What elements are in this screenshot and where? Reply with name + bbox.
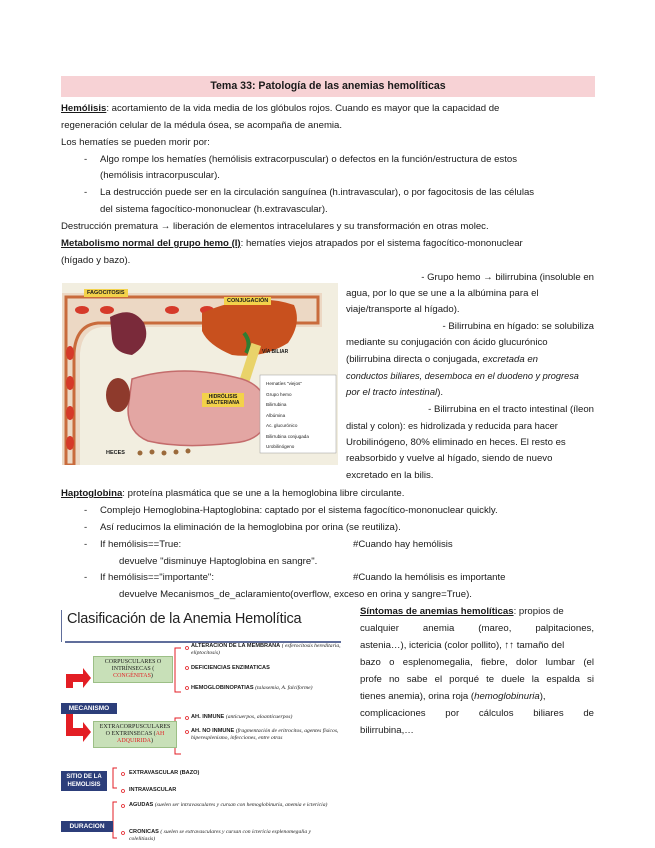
title-banner — [61, 76, 595, 97]
sintomas-italic: hemoglobinuria — [474, 691, 540, 702]
sintomas-text: : propios de — [513, 606, 564, 617]
haptoglobina-term: Haptoglobina — [61, 488, 123, 499]
corp-item-1 — [191, 643, 351, 656]
metabolismo-text: : hematíes viejos atrapados por el sistema fagocítico-mononuclear — [240, 238, 523, 249]
destruccion-text: Destrucción prematura → liberación de elementos intracelulares y su transformación en otras molec. — [61, 221, 489, 232]
sintomas-line-5: profe no sabe el porqué te duele la espalda si — [360, 674, 594, 685]
bullet-dash: - — [84, 154, 88, 165]
sintomas-line-7: complicaciones por cálculos biliares de — [360, 708, 594, 719]
item-main: AH. INMUNE — [191, 714, 225, 720]
sintomas-line-1 — [360, 604, 594, 621]
cause-1-line2: (hemólisis intracorpuscular). — [100, 170, 220, 181]
haptoglobina-line — [61, 486, 595, 503]
extracorpusculares-box — [93, 721, 177, 748]
bullet-dash: - — [84, 572, 88, 583]
rc-line-3: viaje/transporte al hígado). — [346, 304, 460, 315]
item-main: HEMOGLOBINOPATIAS — [191, 685, 254, 691]
extra-item-2 — [191, 728, 343, 741]
item-sub: (anticuerpos, aloanticuerpos) — [225, 714, 293, 720]
page-title: Tema 33: Patología de las anemias hemolíticas — [210, 80, 446, 92]
label-heces: HECES — [106, 450, 125, 456]
rc-text: (bilirrubina directa o conjugada, — [346, 354, 483, 365]
sintomas-text: ), — [539, 691, 546, 702]
label-conjugacion: CONJUGACIÓN — [224, 297, 271, 305]
corp-item-2 — [191, 665, 351, 672]
duracion-label: DURACION — [61, 821, 113, 832]
item-main: CRONICAS — [129, 829, 159, 835]
legend-list — [266, 379, 334, 453]
sitio-text: HEMOLISIS — [67, 782, 101, 788]
cause-1-line1: Algo rompe los hematíes (hemólisis extracorpuscular) o defectos en la función/estructura de estos — [100, 154, 518, 165]
box-text-red: CONGÉNITAS — [113, 673, 151, 679]
metabolismo-line2: (hígado y bazo). — [61, 255, 131, 266]
sintomas-line-4: bazo o esplenomegalia, fiebre, dolor lumbar (el — [360, 657, 594, 668]
item-sub: (suelen ser intravasculares y cursan con hemoglobinuria, anemia e ictericia) — [154, 802, 328, 808]
sintomas-term: Síntomas de anemias hemolíticas — [360, 606, 514, 617]
heme-metabolism-figure — [62, 283, 338, 465]
rc-text: ). — [437, 387, 444, 398]
dur-item-1 — [129, 802, 329, 809]
box-text: INTRÍNSECAS ( — [111, 666, 155, 672]
code1-return: devuelve "disminuye Haptoglobina en sangre". — [119, 556, 318, 567]
sitio-item-1: EXTRAVASCULAR (BAZO) — [129, 770, 200, 776]
label-hidrolisis: HIDRÓLISIS BACTERIANA — [202, 393, 244, 407]
dur-item-2 — [129, 829, 329, 842]
metabolismo-term: Metabolismo normal del grupo hemo (I) — [61, 238, 241, 249]
rc-line-11: Urobilinógeno, 80% eliminado en heces. El resto es — [346, 437, 566, 448]
legend-item: Albúmina — [266, 412, 286, 418]
morir-intro: Los hematíes se pueden morir por: — [61, 137, 210, 148]
legend-item: Bilirrubina conjugada — [266, 433, 309, 439]
box-text-red: AH — [155, 731, 165, 737]
box-text: CORPUSCULARES O — [104, 659, 162, 665]
rc-line-10: distal y colon): es hidrolizada y reducida para hacer — [346, 421, 558, 431]
classification-title: Clasificación de la Anemia Hemolítica — [67, 611, 302, 627]
code2-return: devuelve Mecanismos_de_aclaramiento(overflow, exceso en orina y sangre=True). — [119, 589, 472, 600]
rc-line-12: reabsorbido y vuelve al hígado, siendo de nuevo — [346, 453, 553, 464]
item-main: ALTERACION DE LA MEMBRANA — [191, 643, 281, 649]
hemolisis-line1 — [61, 101, 595, 118]
legend-item: Grupo hemo — [266, 391, 292, 397]
cause-2-line1: La destrucción puede ser en la circulación sanguínea (h.intravascular), o por fagocitosis de las células — [100, 187, 535, 198]
item-sub: (fragmentación de eritrocitos, agentes físicos, hiperesplenismo, infecciones, entre otras — [191, 728, 339, 741]
bullet-dash: - — [84, 187, 88, 198]
sintomas-line-6 — [360, 689, 596, 706]
haptoglobina-text: : proteína plasmática que se une a la hemoglobina libre circulante. — [122, 488, 405, 499]
sitio-item-2: INTRAVASCULAR — [129, 787, 177, 793]
rc-italic: por el tracto intestinal — [346, 387, 438, 398]
rc-line-4: - Bilirrubina en hígado: se solubiliza — [442, 321, 594, 332]
hemolisis-term: Hemólisis — [61, 103, 107, 114]
sintomas-text: tienes anemia), orina roja ( — [360, 691, 475, 702]
cause-2-line2: del sistema fagocítico-mononuclear (h.extravascular). — [100, 204, 328, 215]
item-sub: (talasemia, A. falciforme) — [255, 685, 313, 691]
code1-condition: If hemólisis==True: — [100, 539, 182, 550]
hapto-item-1: Complejo Hemoglobina-Haptoglobina: captado por el sistema fagocítico-mononuclear quickly. — [100, 505, 498, 516]
box-text: ) — [150, 673, 153, 679]
rc-italic: excretada en — [482, 354, 538, 365]
box-text: ) — [151, 738, 153, 744]
box-text: O EXTRINSECAS ( — [105, 731, 156, 737]
legend-item: Bilirrubina — [266, 402, 287, 407]
code2-condition: If hemólisis=="importante": — [100, 572, 214, 583]
box-text-red: ADQUIRIDA — [117, 738, 151, 744]
rc-line-8 — [346, 385, 594, 402]
item-main: AH. NO INMUNE — [191, 728, 235, 734]
sintomas-line-8: bilirrubina,… — [360, 725, 414, 736]
rc-line-6 — [346, 352, 594, 369]
item-main: AGUDAS — [129, 802, 154, 808]
legend-item: Urobilinógeno — [266, 444, 295, 449]
corpusculares-box — [93, 656, 173, 683]
sitio-label — [61, 771, 107, 791]
label-via-biliar: VÍA BILIAR — [262, 349, 289, 355]
sitio-text: SITIO DE LA — [66, 774, 102, 780]
hapto-item-2: Así reducimos la eliminación de la hemoglobina por orina (se reutiliza). — [100, 522, 401, 533]
item-sub: ( suelen se extravasculares y cursan con ictericia esplenomegalia y colelitiasis) — [129, 829, 312, 842]
sintomas-line-2: cualquier anemia (mareo, palpitaciones, — [360, 623, 594, 634]
code2-comment: #Cuando la hemólisis es importante — [353, 572, 506, 583]
bullet-dash: - — [84, 505, 88, 516]
bullet-dash: - — [84, 522, 88, 533]
metabolismo-line1 — [61, 236, 595, 253]
legend-item: Ac. glucurónico — [266, 423, 298, 428]
hemolisis-text: : acortamiento de la vida media de los glóbulos rojos. Cuando es mayor que la capacidad de — [106, 103, 500, 114]
rc-line-5: mediante su conjugación con ácido glucurónico — [346, 337, 548, 348]
sintomas-line-3: astenia…), ictericia (color pollito), ↑↑ tamaño del — [360, 640, 565, 651]
rc-line-9: - Bilirrubina en el tracto intestinal (íleon — [428, 404, 594, 415]
rc-line-2: agua, por lo que se une a la albúmina para el — [346, 288, 539, 299]
hemolisis-line2: regeneración celular de la médula ósea, se acompaña de anemia. — [61, 120, 343, 131]
code1-comment: #Cuando hay hemólisis — [353, 539, 453, 550]
rc-line-13: excretado en la bilis. — [346, 470, 434, 481]
mecanismo-label: MECANISMO — [61, 703, 117, 714]
box-text: EXTRACORPUSCULARES — [99, 724, 171, 730]
rc-line-1: - Grupo hemo → bilirrubina (insoluble en — [421, 272, 594, 283]
label-fagocitosis: FAGOCITOSIS — [84, 289, 128, 297]
rc-line-7: conductos biliares, desemboca en el duodeno y progresa — [346, 371, 579, 381]
extra-item-1 — [191, 714, 351, 721]
item-sub: ( esferocitosis hereditaria, eliptocitosis) — [191, 643, 341, 656]
bullet-dash: - — [84, 539, 88, 550]
item-main: DEFICIENCIAS ENZIMATICAS — [191, 665, 270, 671]
corp-item-3 — [191, 685, 351, 692]
legend-item: Hematíes "viejos" — [266, 381, 302, 386]
classification-figure — [61, 606, 351, 848]
